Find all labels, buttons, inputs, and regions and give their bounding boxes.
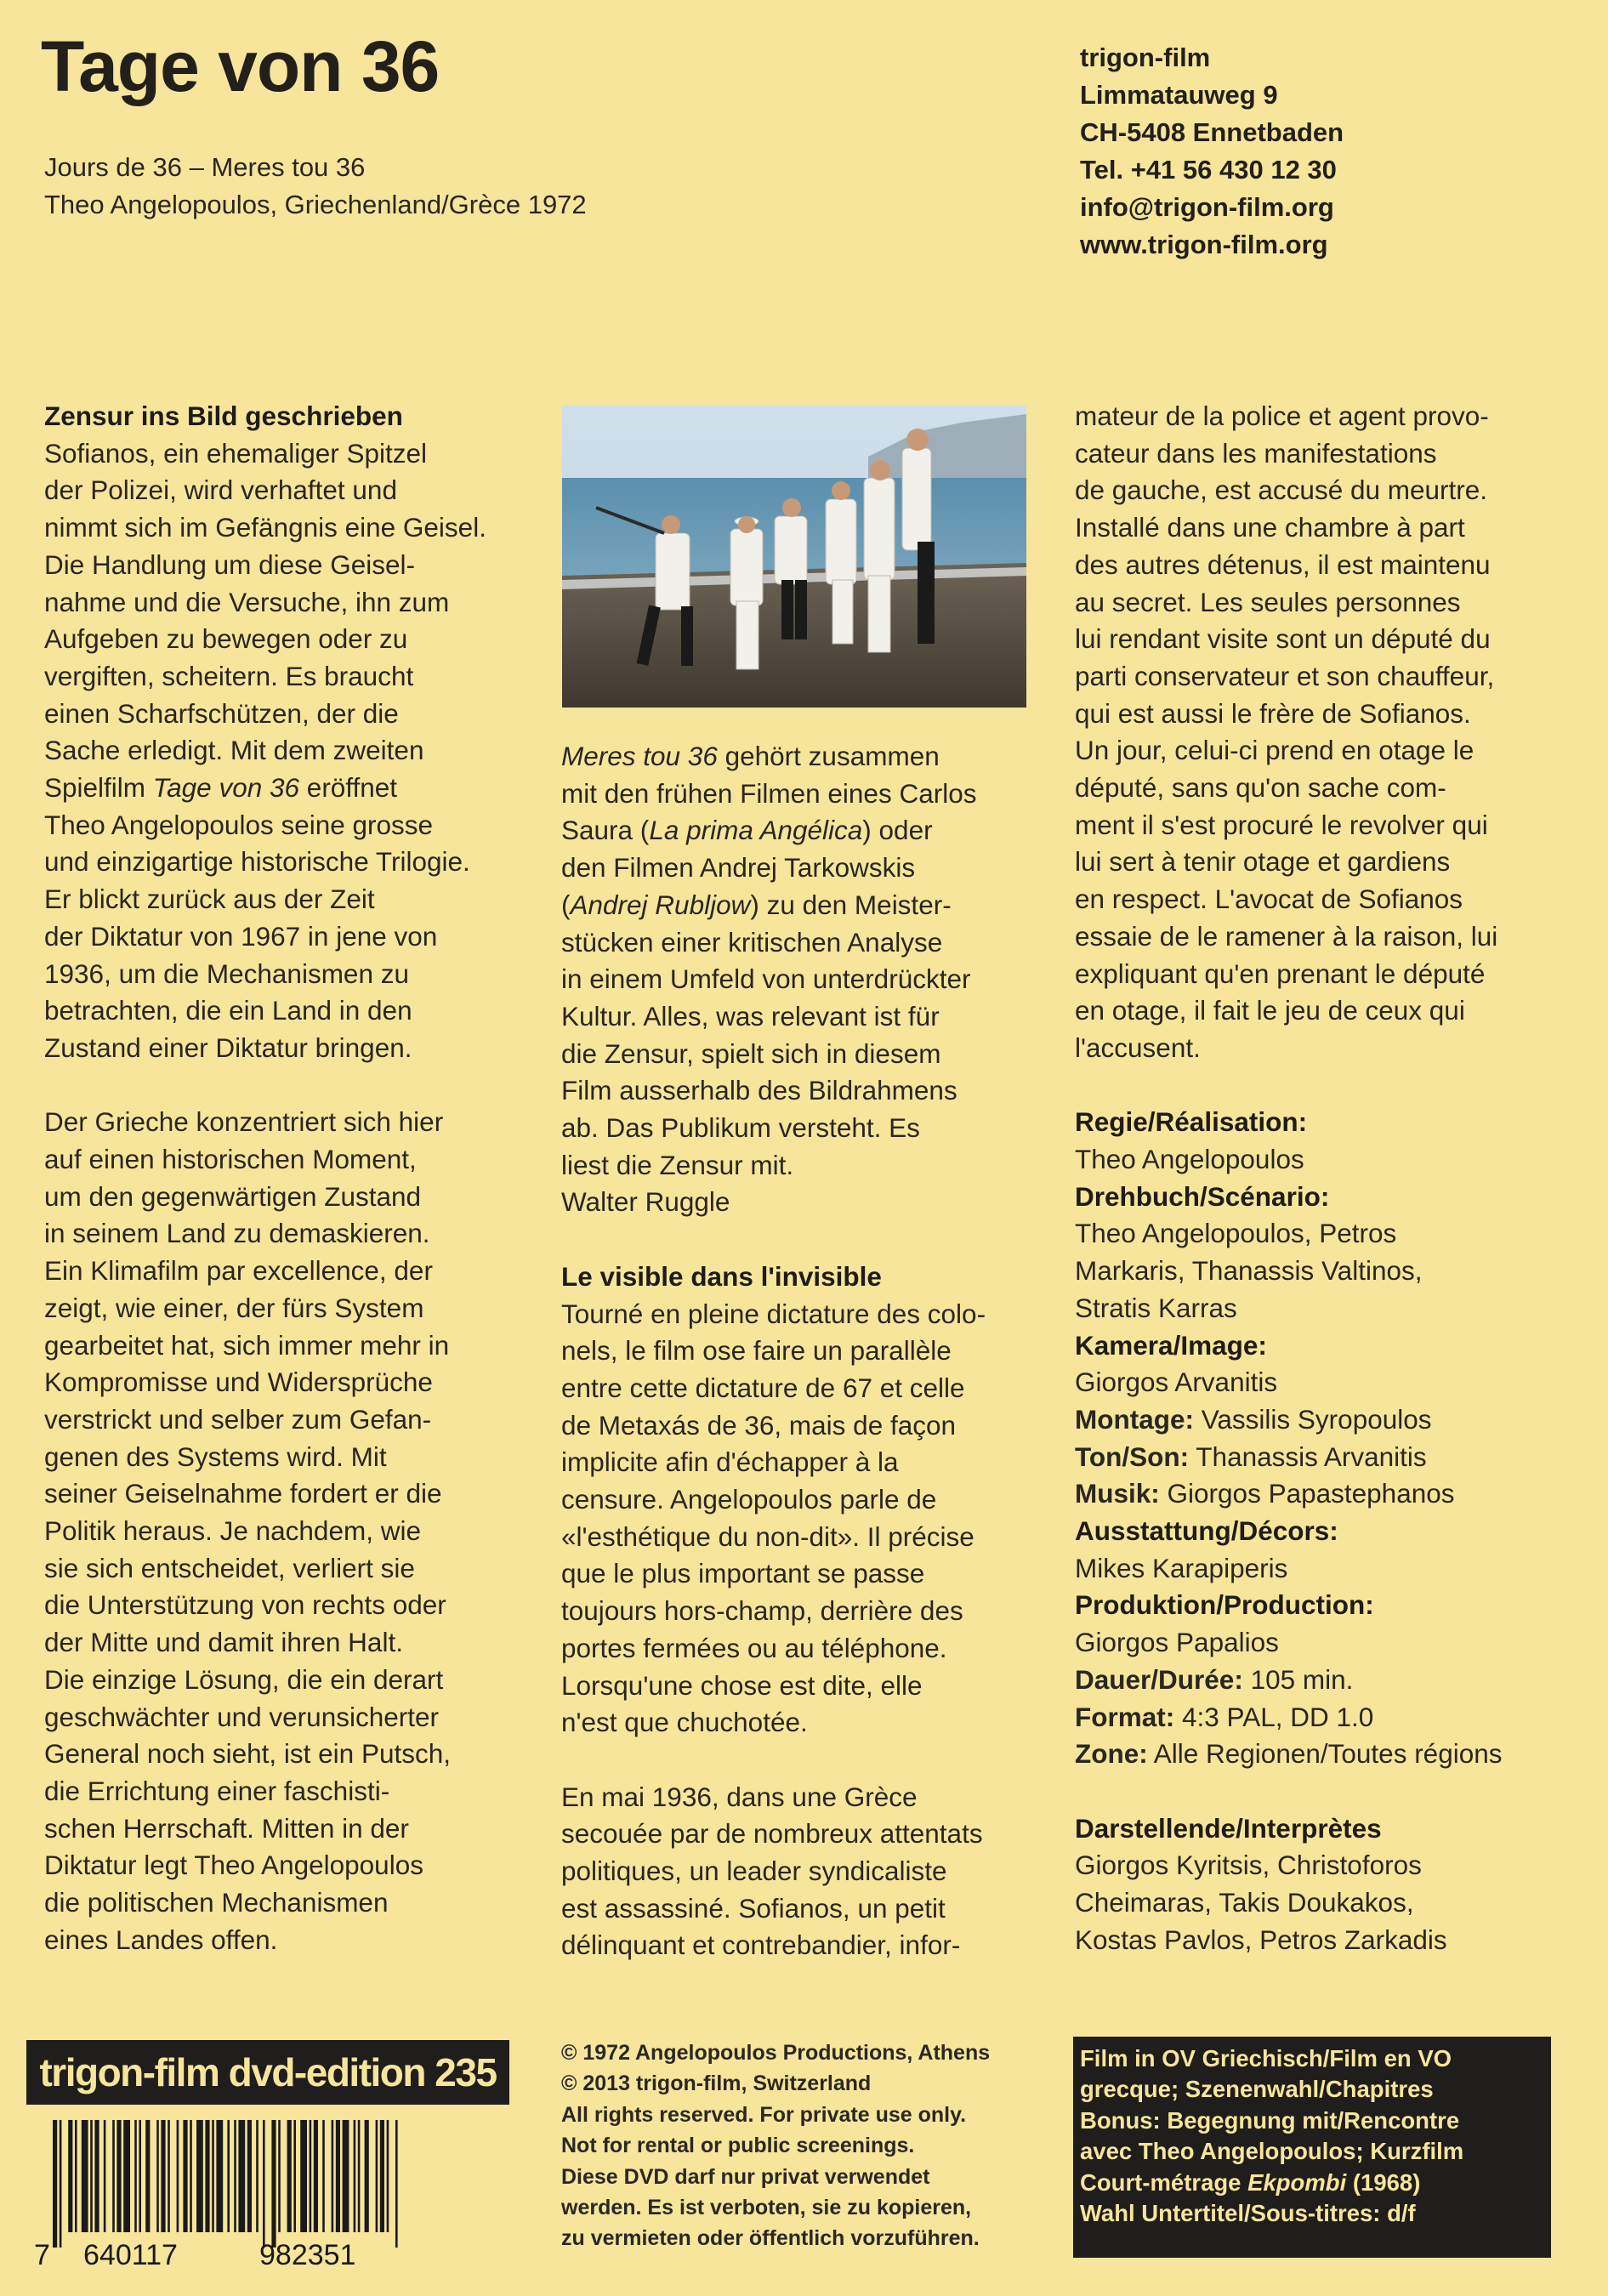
- text-line: der Mitte und damit ihren Halt.: [44, 1627, 403, 1658]
- text-line: Spielfilm Tage von 36 eröffnet: [44, 772, 398, 804]
- distributor-phone: Tel. +41 56 430 12 30: [1080, 155, 1337, 185]
- dvd-info-box: [1073, 2037, 1551, 2258]
- barcode-bar: [134, 2120, 137, 2232]
- credit-value-drehbuch: Theo Angelopoulos, Petros: [1075, 1218, 1397, 1249]
- text-line: délinquant et contrebandier, infor-: [561, 1929, 961, 1961]
- text-line: stücken einer kritischen Analyse: [561, 926, 943, 958]
- german-review-lines-c: [44, 1104, 520, 1958]
- text-line: nimmt sich im Gefängnis eine Geisel.: [44, 512, 486, 543]
- text-line: die Unterstützung von rechts oder: [44, 1589, 446, 1621]
- text-line: All rights reserved. For private use only.: [561, 2102, 967, 2127]
- barcode-bar: [90, 2120, 93, 2232]
- text-line: Politik heraus. Je nachdem, wie: [44, 1515, 421, 1547]
- barcode-bar: [332, 2120, 334, 2232]
- text-line: verstrickt und selber zum Gefan-: [44, 1403, 432, 1435]
- film-title-italic: Andrej Rubljow: [570, 889, 751, 920]
- credit-label-darsteller: Darstellende/Interprètes: [1075, 1812, 1382, 1844]
- text-line: nahme und die Versuche, ihn zum: [44, 586, 450, 617]
- text-line: lui sert à tenir otage et gardiens: [1075, 846, 1451, 878]
- barcode-bar: [177, 2120, 179, 2232]
- barcode-bar: [205, 2120, 209, 2232]
- text-line: entre cette dictature de 67 et celle: [561, 1372, 965, 1403]
- text-line: genen des Systems wird. Mit: [44, 1441, 387, 1472]
- film-title-italic: Tage von 36: [152, 772, 300, 804]
- film-title-italic: La prima Angélica: [649, 815, 863, 846]
- distributor-city: CH-5408 Ennetbaden: [1080, 117, 1344, 147]
- credit-value-darsteller: Giorgos Kyritsis, Christoforos: [1075, 1850, 1422, 1881]
- barcode-bar: [247, 2120, 252, 2232]
- barcode-bar: [123, 2120, 130, 2232]
- barcode-bar: [112, 2120, 115, 2232]
- french-review-lines: [561, 1296, 1046, 1742]
- text-line: Court-métrage Ekpombi (1968): [1080, 2168, 1421, 2196]
- text-line: und einzigartige historische Trilogie.: [44, 846, 470, 878]
- barcode-bar: [94, 2120, 99, 2232]
- director-country-year: Theo Angelopoulos, Griechenland/Grèce 1972: [44, 190, 587, 219]
- text-line: Lorsqu'une chose est dite, elle: [561, 1669, 923, 1701]
- text-line: expliquant qu'en prenant le député: [1075, 958, 1486, 989]
- barcode-bar: [161, 2120, 165, 2232]
- text-line: der Diktatur von 1967 in jene von: [44, 920, 438, 952]
- text-line: avec Theo Angelopoulos; Kurzfilm: [1080, 2138, 1464, 2165]
- credit-value-darsteller: Cheimaras, Takis Doukakos,: [1075, 1887, 1414, 1918]
- credit-label-kamera: Kamera/Image:: [1075, 1329, 1267, 1361]
- credit-montage: Montage: Vassilis Syropoulos: [1075, 1403, 1432, 1435]
- barcode-bar: [53, 2120, 57, 2248]
- text-line: zeigt, wie einer, der fürs System: [44, 1292, 424, 1323]
- text-line: die Errichtung einer faschisti-: [44, 1776, 390, 1806]
- text-line: sie sich entscheidet, verliert sie: [44, 1552, 415, 1583]
- text-line: politiques, un leader syndicaliste: [561, 1856, 947, 1887]
- text-line: seiner Geiselnahme fordert er die: [44, 1478, 442, 1509]
- credit-ton: Ton/Son: Thanassis Arvanitis: [1075, 1441, 1427, 1472]
- text-line: vergiften, scheitern. Es braucht: [44, 660, 414, 691]
- text-line: mit den frühen Filmen eines Carlos: [561, 777, 977, 809]
- credit-value-regie: Theo Angelopoulos: [1075, 1144, 1304, 1175]
- barcode-bar: [380, 2120, 384, 2232]
- barcode-bar: [322, 2120, 325, 2232]
- text-line: Zustand einer Diktatur bringen.: [44, 1031, 412, 1063]
- text-line: auf einen historischen Moment,: [44, 1144, 417, 1175]
- text-line: um den gegenwärtigen Zustand: [44, 1180, 422, 1212]
- text-line: de Metaxás de 36, mais de façon: [561, 1409, 957, 1441]
- text-line: 1936, um die Mechanismen zu: [44, 958, 409, 989]
- barcode-bar: [196, 2120, 203, 2232]
- text-line: eines Landes offen.: [44, 1924, 278, 1955]
- distributor-name: trigon-film: [1080, 43, 1211, 72]
- text-line: Wahl Untertitel/Sous-titres: d/f: [1080, 2200, 1416, 2227]
- text-line: ment il s'est procuré le revolver qui: [1075, 809, 1488, 840]
- text-line: est assassiné. Sofianos, un petit: [561, 1892, 946, 1924]
- barcode-bar: [116, 2120, 121, 2232]
- barcode-bar: [271, 2120, 276, 2248]
- text-line: (Andrej Rubljow) zu den Meister-: [561, 889, 952, 920]
- text-line: die Zensur, spielt sich in diesem: [561, 1037, 941, 1069]
- page-title: Tage von 36: [41, 26, 440, 106]
- text-line: Sache erledigt. Mit dem zweiten: [44, 735, 424, 766]
- barcode: [34, 2120, 408, 2269]
- barcode-bar: [358, 2120, 361, 2232]
- barcode-graphic: [34, 2120, 408, 2269]
- text-line: Die einzige Lösung, die ein derart: [44, 1663, 444, 1695]
- barcode-bar: [376, 2120, 378, 2232]
- distributor-street: Limmatauweg 9: [1080, 80, 1278, 110]
- credit-value-drehbuch: Markaris, Thanassis Valtinos,: [1075, 1255, 1423, 1287]
- barcode-bar: [336, 2120, 340, 2232]
- german-french-review-column: [561, 738, 1046, 1964]
- text-line: secouée par de nombreux attentats: [561, 1818, 983, 1850]
- text-line: Kultur. Alles, was relevant ist für: [561, 1000, 940, 1031]
- text-line: lui rendant visite sont un député du: [1075, 623, 1491, 655]
- credit-musik: Musik: Giorgos Papastephanos: [1075, 1478, 1455, 1509]
- text-line: werden. Es ist verboten, sie zu kopieren,: [561, 2196, 972, 2220]
- credit-value-darsteller: Kostas Pavlos, Petros Zarkadis: [1075, 1924, 1447, 1955]
- text-line: En mai 1936, dans une Grèce: [561, 1781, 918, 1812]
- text-line: den Filmen Andrej Tarkowskis: [561, 852, 916, 884]
- text-line: qui est aussi le frère de Sofianos.: [1075, 697, 1471, 729]
- text-line: Sofianos, ein ehemaliger Spitzel: [44, 437, 428, 469]
- barcode-bar: [300, 2120, 307, 2232]
- barcode-bar: [234, 2120, 236, 2232]
- text-line: einen Scharfschützen, der die: [44, 697, 399, 729]
- text-line: Er blickt zurück aus der Zeit: [44, 884, 375, 915]
- review-lines: [561, 924, 1046, 1222]
- credit-zone: Zone: Alle Regionen/Toutes régions: [1075, 1738, 1503, 1770]
- synopsis-lines: [561, 1779, 1046, 1965]
- text-line: l'accusent.: [1075, 1031, 1201, 1063]
- credit-format: Format: 4:3 PAL, DD 1.0: [1075, 1701, 1374, 1732]
- text-line: liest die Zensur mit.: [561, 1149, 794, 1180]
- barcode-bar: [212, 2120, 214, 2232]
- text-line: Saura (La prima Angélica) oder: [561, 815, 933, 846]
- german-review-heading: Zensur ins Bild geschrieben: [44, 401, 403, 431]
- text-line: en respect. L'avocat de Sofianos: [1075, 884, 1463, 915]
- barcode-bar: [82, 2120, 88, 2232]
- text-line: Film in OV Griechisch/Film en VO: [1080, 2045, 1452, 2072]
- text-line: © 1972 Angelopoulos Productions, Athens: [561, 2041, 991, 2065]
- text-line: portes fermées ou au téléphone.: [561, 1632, 947, 1663]
- barcode-bar: [354, 2120, 356, 2232]
- text-line: der Polizei, wird verhaftet und: [44, 475, 397, 506]
- barcode-bar: [256, 2120, 259, 2232]
- text-line: Walter Ruggle: [561, 1186, 730, 1218]
- barcode-bar: [68, 2120, 72, 2232]
- text-line: Kompromisse und Widersprüche: [44, 1367, 433, 1398]
- credit-label-regie: Regie/Réalisation:: [1075, 1106, 1308, 1138]
- text-line: implicite afin d'échapper à la: [561, 1446, 899, 1478]
- text-line: Theo Angelopoulos seine grosse: [44, 809, 434, 840]
- barcode-bar: [156, 2120, 159, 2232]
- text-line: censure. Angelopoulos parle de: [561, 1484, 937, 1515]
- short-film-title-italic: Ekpombi: [1247, 2168, 1347, 2196]
- barcode-bar: [227, 2120, 230, 2232]
- text-line: Not for rental or public screenings.: [561, 2134, 915, 2158]
- text-line: Aufgeben zu bewegen oder zu: [44, 623, 408, 655]
- text-line: de gauche, est accusé du meurtre.: [1075, 475, 1488, 506]
- distributor-website: www.trigon-film.org: [1080, 230, 1328, 259]
- synopsis-continued: [1075, 398, 1577, 1067]
- barcode-digit-first: 7: [34, 2239, 50, 2269]
- barcode-bar: [310, 2120, 312, 2232]
- german-review-lines-b: [44, 807, 520, 1067]
- barcode-digits-left: 640117: [83, 2239, 178, 2269]
- text-line: n'est que chuchotée.: [561, 1707, 808, 1738]
- text-line: Film ausserhalb des Bildrahmens: [561, 1075, 957, 1106]
- barcode-bar: [145, 2120, 150, 2232]
- barcode-bar: [60, 2120, 62, 2248]
- text-line: parti conservateur et son chauffeur,: [1075, 660, 1495, 691]
- text-line: cateur dans les manifestations: [1075, 437, 1437, 469]
- dvd-edition-label: trigon-film dvd-edition 235: [26, 2040, 509, 2105]
- barcode-bar: [343, 2120, 349, 2232]
- credit-dauer: Dauer/Durée: 105 min.: [1075, 1663, 1354, 1695]
- text-line: Die Handlung um diese Geisel-: [44, 548, 415, 580]
- text-line: «l'esthétique du non-dit». Il précise: [561, 1520, 974, 1552]
- text-line: député, sans qu'on sache com-: [1075, 772, 1446, 804]
- credit-value-drehbuch: Stratis Karras: [1075, 1292, 1237, 1323]
- credit-label-produktion: Produktion/Production:: [1075, 1589, 1374, 1621]
- barcode-bar: [139, 2120, 141, 2232]
- text-line: Tourné en pleine dictature des colo-: [561, 1298, 986, 1329]
- text-line: in einem Umfeld von unterdrückter: [561, 963, 971, 995]
- text-line: betrachten, die ein Land in den: [44, 995, 412, 1026]
- text-line: Un jour, celui-ci prend en otage le: [1075, 735, 1474, 766]
- text-line: que le plus important se passe: [561, 1558, 925, 1589]
- text-line: mateur de la police et agent provo-: [1075, 401, 1489, 431]
- copyright-notice: [561, 2037, 1071, 2254]
- text-line: Installé dans une chambre à part: [1075, 512, 1465, 543]
- text-line: zu vermieten oder öffentlich vorzuführen.: [561, 2226, 980, 2251]
- credit-label-ausstattung: Ausstattung/Décors:: [1075, 1515, 1338, 1547]
- text-line: Diese DVD darf nur privat verwendet: [561, 2164, 930, 2189]
- french-review-heading: Le visible dans l'invisible: [561, 1260, 882, 1292]
- distributor-address: [1080, 39, 1344, 264]
- text-line: des autres détenus, il est maintenu: [1075, 548, 1491, 580]
- barcode-bar: [287, 2120, 292, 2232]
- text-line: grecque; Szenenwahl/Chapitres: [1080, 2076, 1434, 2103]
- barcode-bar: [387, 2120, 389, 2232]
- text-line: nels, le film ose faire un parallèle: [561, 1335, 952, 1367]
- credit-value-ausstattung: Mikes Karapiperis: [1075, 1552, 1288, 1583]
- barcode-bar: [168, 2120, 170, 2232]
- text-line: © 2013 trigon-film, Switzerland: [561, 2072, 872, 2096]
- text-line: au secret. Les seules personnes: [1075, 586, 1461, 617]
- text-line: ab. Das Publikum versteht. Es: [561, 1112, 920, 1144]
- barcode-bar: [75, 2120, 77, 2232]
- text-line: Diktatur legt Theo Angelopoulos: [44, 1850, 423, 1881]
- distributor-email: info@trigon-film.org: [1080, 192, 1334, 222]
- text-line: General noch sieht, ist ein Putsch,: [44, 1738, 452, 1770]
- text-line: Bonus: Begegnung mit/Rencontre: [1080, 2106, 1460, 2134]
- barcode-bar: [183, 2120, 187, 2232]
- dvd-info-lines: [1080, 2043, 1543, 2168]
- text-line: en otage, il fait le jeu de ceux qui: [1075, 995, 1465, 1026]
- credit-label-drehbuch: Drehbuch/Scénario:: [1075, 1180, 1330, 1212]
- film-title-italic: Meres tou 36: [561, 741, 718, 771]
- german-review-column: [44, 398, 520, 1959]
- film-still-image: [562, 406, 1026, 708]
- barcode-bar: [293, 2120, 296, 2232]
- credit-value-kamera: Giorgos Arvanitis: [1075, 1367, 1278, 1398]
- text-line: die politischen Mechanismen: [44, 1887, 389, 1918]
- text-line: Meres tou 36 gehört zusammen: [561, 741, 940, 771]
- text-line: Ein Klimafilm par excellence, der: [44, 1255, 433, 1287]
- barcode-digits-right: 982351: [259, 2239, 356, 2269]
- barcode-bar: [216, 2120, 223, 2232]
- barcode-bar: [238, 2120, 245, 2232]
- barcode-bar: [263, 2120, 265, 2248]
- text-line: toujours hors-champ, derrière des: [561, 1595, 963, 1627]
- barcode-bar: [190, 2120, 192, 2232]
- text-line: Der Grieche konzentriert sich hier: [44, 1106, 444, 1138]
- barcode-bar: [314, 2120, 318, 2232]
- text-line: in seinem Land zu demaskieren.: [44, 1218, 430, 1249]
- text-line: schen Herrschaft. Mitten in der: [44, 1812, 409, 1844]
- credit-value-produktion: Giorgos Papalios: [1075, 1627, 1279, 1658]
- barcode-bar: [395, 2120, 398, 2248]
- barcode-bar: [104, 2120, 106, 2232]
- text-line: gearbeitet hat, sich immer mehr in: [44, 1329, 450, 1361]
- synopsis-credits-column: [1075, 398, 1577, 1959]
- alternate-titles: Jours de 36 – Meres tou 36: [44, 152, 366, 182]
- barcode-bar: [365, 2120, 369, 2232]
- barcode-bar: [278, 2120, 281, 2232]
- german-review-lines-a: [44, 435, 520, 770]
- text-line: essaie de le ramener à la raison, lui: [1075, 920, 1498, 952]
- text-line: geschwächter und verunsicherter: [44, 1701, 439, 1732]
